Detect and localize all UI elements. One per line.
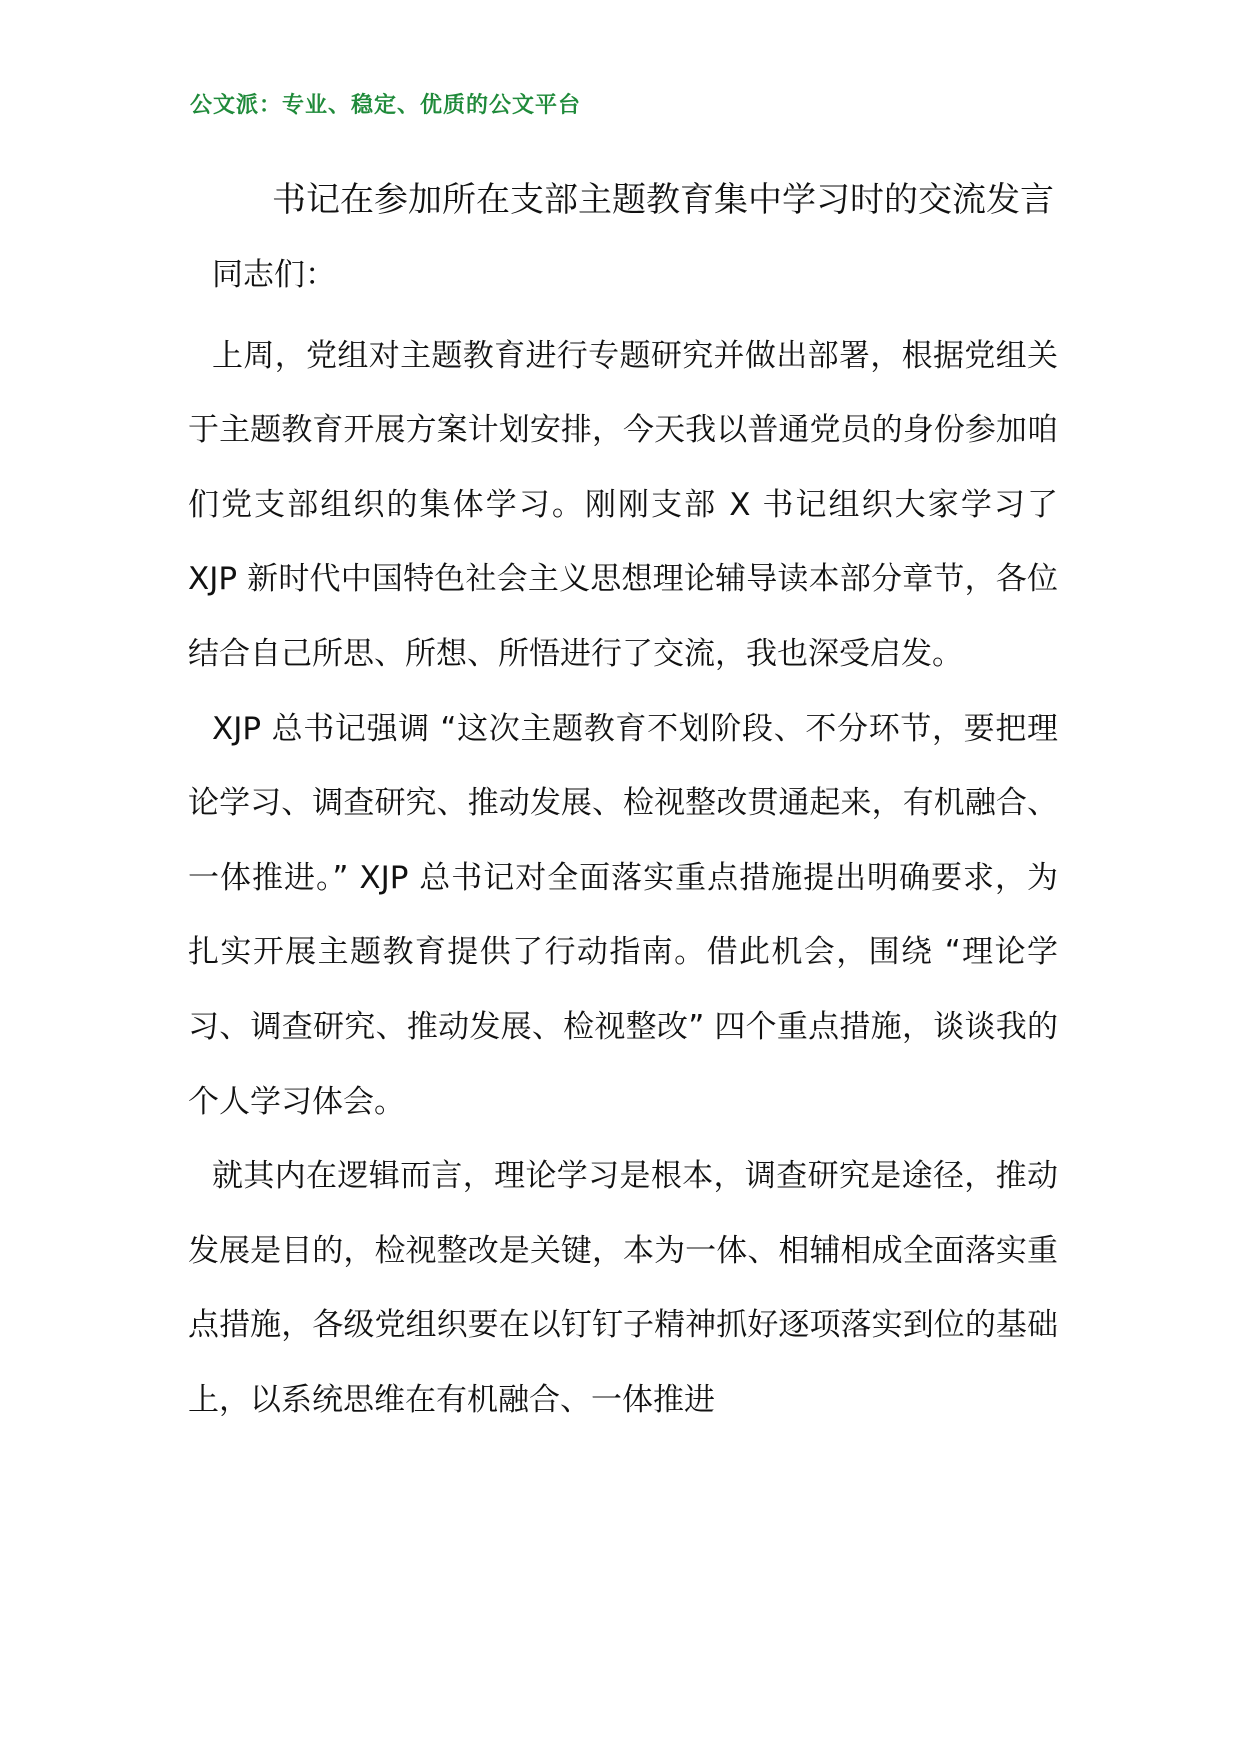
site-header-slogan: 公文派：专业、稳定、优质的公文平台 xyxy=(190,93,582,118)
document-title: 书记在参加所在支部主题教育集中学习时的交流发言 xyxy=(272,180,1054,220)
document-body xyxy=(188,238,1058,1438)
paragraph-3: 就其内在逻辑而言，理论学习是根本，调查研究是途径，推动发展是目的，检视整改是关键，本为一体、相辅相成全面落实重点措施，各级党组织要在以钉钉子精神抓好逐项落实到位的基础上，以系统思维在有机融合、一体推进 xyxy=(188,1158,1058,1418)
paragraph-1: 上周，党组对主题教育进行专题研究并做出部署，根据党组关于主题教育开展方案计划安排，今天我以普通党员的身份参加咱们党支部组织的集体学习。刚刚支部 X 书记组织大家学习了 XJP 新时代中国特色社会主义思想理论辅导读本部分章节，各位结合自己所思、所想、所悟进行了交流，我也深受启发。 xyxy=(188,337,1058,672)
salutation: 同志们： xyxy=(212,257,336,293)
paragraph-2: XJP 总书记强调 “这次主题教育不划阶段、不分环节，要把理论学习、调查研究、推动发展、检视整改贯通起来，有机融合、一体推进。” XJP 总书记对全面落实重点措施提出明确要求，为扎实开展主题教育提供了行动指南。借此机会，围绕 “理论学习、调查研究、推动发展、检视整改” 四个重点措施，谈谈我的个人学习体会。 xyxy=(188,710,1058,1120)
